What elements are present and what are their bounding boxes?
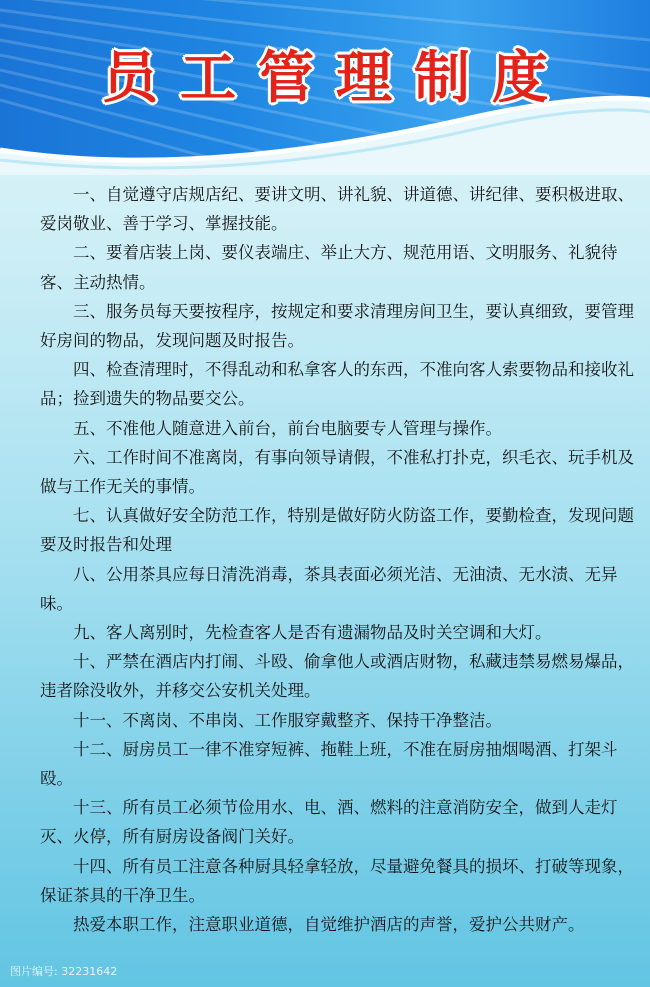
- rule-item: 热爱本职工作，注意职业道德，自觉维护酒店的声誉，爱护公共财产。: [73, 915, 585, 935]
- rule-item: 十三、所有员工必须节俭用水、电、酒、燃料的注意消防安全，做到人走灯灭、火停，所有厨房设备阀门关好。: [40, 798, 618, 847]
- rule-item: 十二、厨房员工一律不准穿短裤、拖鞋上班，不准在厨房抽烟喝酒、打架斗殴。: [40, 739, 618, 789]
- rule-item: 十、严禁在酒店内打闹、斗殴、偷拿他人或酒店财物，私藏违禁易燃易爆品，违者除没收外，并移交公安机关处理。: [40, 652, 634, 701]
- rule-item: 二、要着店装上岗、要仪表端庄、举止大方、规范用语、文明服务、礼貌待客、主动热情。: [40, 243, 618, 292]
- rule-item: 十一、不离岗、不串岗、工作服穿戴整齐、保持干净整洁。: [73, 710, 502, 730]
- rule-item: 七、认真做好安全防范工作，特别是做好防火防盗工作，要勤检查，发现问题要及时报告和处理: [40, 506, 634, 555]
- rule-item: 五、不准他人随意进入前台，前台电脑要专人管理与操作。: [73, 418, 502, 438]
- rule-item: 六、工作时间不准离岗，有事向领导请假，不准私打扑克，织毛衣、玩手机及做与工作无关的事情。: [40, 447, 634, 497]
- rules-list: [40, 180, 638, 939]
- rule-item: 一、自觉遵守店规店纪、要讲文明、讲礼貌、讲道德、讲纪律、要积极进取、爱岗敬业、善于学习、掌握技能。: [40, 185, 634, 234]
- rule-item: 三、服务员每天要按程序，按规定和要求清理房间卫生，要认真细致，要管理好房间的物品，发现问题及时报告。: [40, 301, 634, 351]
- rule-item: 十四、所有员工注意各种厨具轻拿轻放，尽量避免餐具的损坏、打破等现象，保证茶具的干净卫生。: [40, 856, 634, 905]
- rule-item: 八、公用茶具应每日清洗消毒，茶具表面必须光洁、无油渍、无水渍、无异味。: [40, 564, 618, 613]
- rule-item: 九、客人离别时，先检查客人是否有遗漏物品及时关空调和大灯。: [73, 623, 552, 643]
- rule-item: 四、检查清理时，不得乱动和私拿客人的东西，不准向客人索要物品和接收礼品；捡到遗失的物品要交公。: [40, 360, 634, 409]
- header-banner: [0, 0, 650, 175]
- page-title: 员工管理制度: [102, 46, 570, 111]
- image-id-watermark: 图片编号: 32231642: [10, 965, 118, 978]
